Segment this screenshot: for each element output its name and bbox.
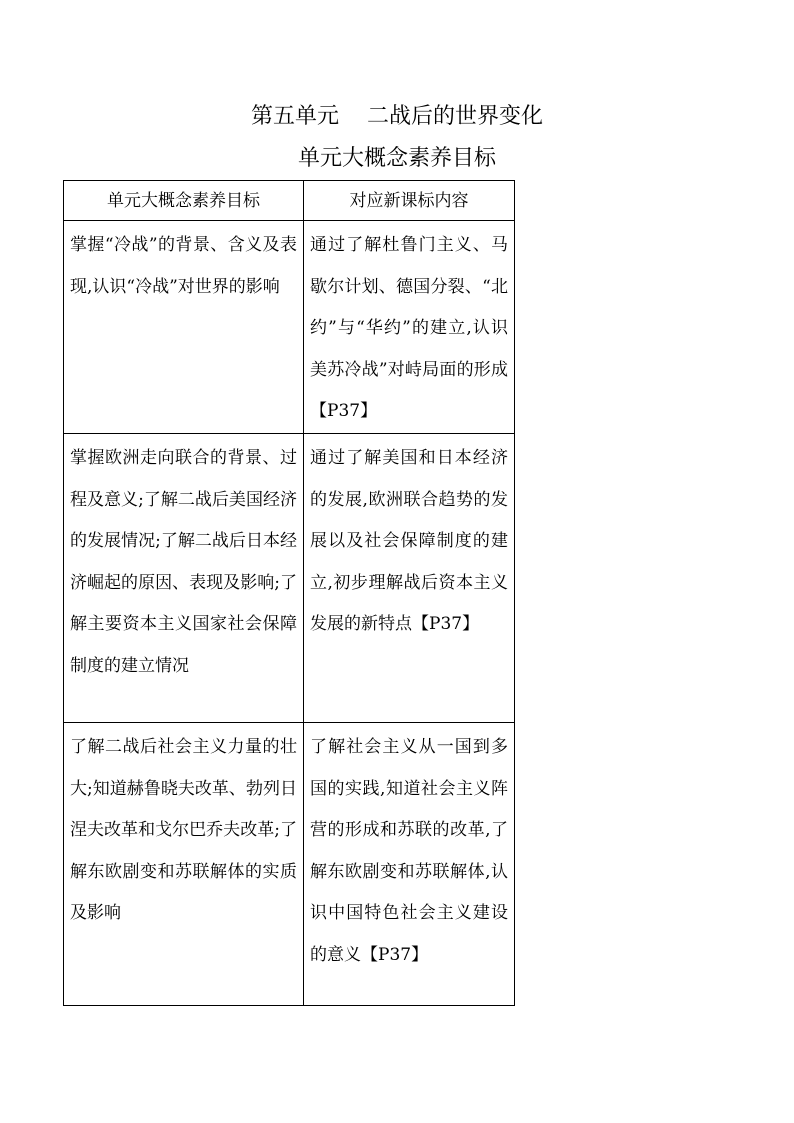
table-row (64, 433, 515, 722)
standard-cell: 通过了解美国和日本经济的发展,欧洲联合趋势的发展以及社会保障制度的建立,初步理解战后资本主义发展的新特点【P37】 (304, 433, 515, 722)
header-goal: 单元大概念素养目标 (64, 181, 304, 221)
table-row (64, 722, 515, 1005)
goals-table (63, 180, 515, 1006)
table-header-row (64, 181, 515, 221)
goal-cell: 掌握“冷战”的背景、含义及表现,认识“冷战”对世界的影响 (64, 221, 304, 434)
section-subtitle: 单元大概念素养目标 (297, 146, 496, 171)
header-standard: 对应新课标内容 (304, 181, 515, 221)
unit-title: 第五单元 二战后的世界变化 (251, 104, 543, 129)
goal-cell: 了解二战后社会主义力量的壮大;知道赫鲁晓夫改革、勃列日涅夫改革和戈尔巴乔夫改革;了解东欧剧变和苏联解体的实质及影响 (64, 722, 304, 1005)
table-row (64, 221, 515, 434)
standard-cell: 通过了解杜鲁门主义、马歇尔计划、德国分裂、“北约”与“华约”的建立,认识美苏冷战”对峙局面的形成【P37】 (304, 221, 515, 434)
goal-cell: 掌握欧洲走向联合的背景、过程及意义;了解二战后美国经济的发展情况;了解二战后日本经济崛起的原因、表现及影响;了解主要资本主义国家社会保障制度的建立情况 (64, 433, 304, 722)
standard-cell: 了解社会主义从一国到多国的实践,知道社会主义阵营的形成和苏联的改革,了解东欧剧变和苏联解体,认识中国特色社会主义建设的意义【P37】 (304, 722, 515, 1005)
